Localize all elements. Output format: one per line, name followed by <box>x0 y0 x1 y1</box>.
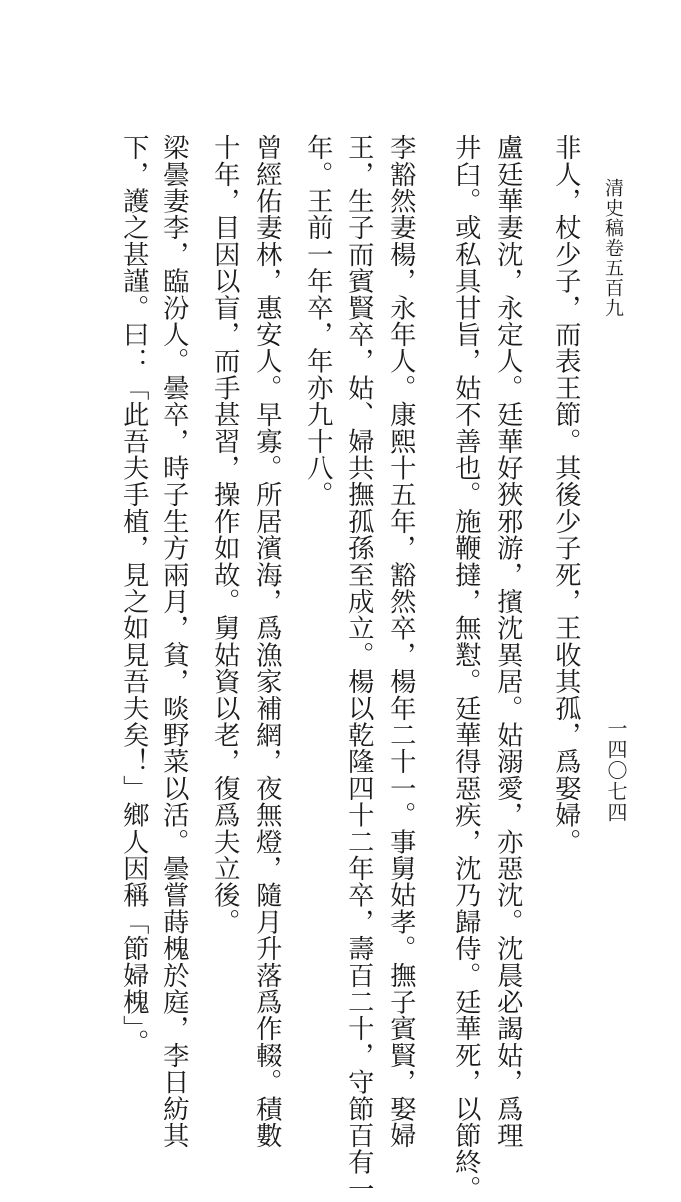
text-column-6: 年。王前一年卒，年亦九十八。 <box>302 134 333 508</box>
page-number: 一四〇七四 <box>604 718 628 823</box>
text-column-9: 梁曇妻李，臨汾人。曇卒，時子生方兩月，貧，啖野菜以活。曇嘗蒔槐於庭，李日紡其 <box>158 134 189 1149</box>
text-column-3: 井臼。或私具甘旨，姑不善也。施鞭撻，無懟。廷華得惡疾，沈乃歸侍。廷華死，以節終。 <box>450 134 481 1202</box>
text-column-2: 盧廷華妻沈，永定人。廷華好狹邪游，擯沈異居。姑溺愛，亦惡沈。沈晨必謁姑，爲理 <box>492 134 523 1149</box>
text-column-7: 曾經佑妻林，惠安人。早寡。所居濱海，爲漁家補網，夜無燈，隨月升落爲作輟。積數 <box>251 134 282 1149</box>
text-column-5: 王，生子而賓賢卒，姑、婦共撫孤孫至成立。楊以乾隆四十二年卒，壽百二十，守節百有一 <box>343 134 374 1202</box>
running-header: 清史稿卷五百九 <box>602 178 624 318</box>
text-column-10: 下，護之甚謹。曰：「此吾夫手植，見之如見吾夫矣！」鄉人因稱「節婦槐」。 <box>118 134 149 1056</box>
text-column-8: 十年，目因以盲，而手甚習，操作如故。舅姑資以老，復爲夫立後。 <box>209 134 240 935</box>
text-column-1: 非人，杖少子，而表王節。其後少子死，王收其孤，爲娶婦。 <box>550 134 581 855</box>
text-column-4: 李豁然妻楊，永年人。康熙十五年，豁然卒，楊年二十一。事舅姑孝。撫子賓賢，娶婦 <box>385 134 416 1149</box>
